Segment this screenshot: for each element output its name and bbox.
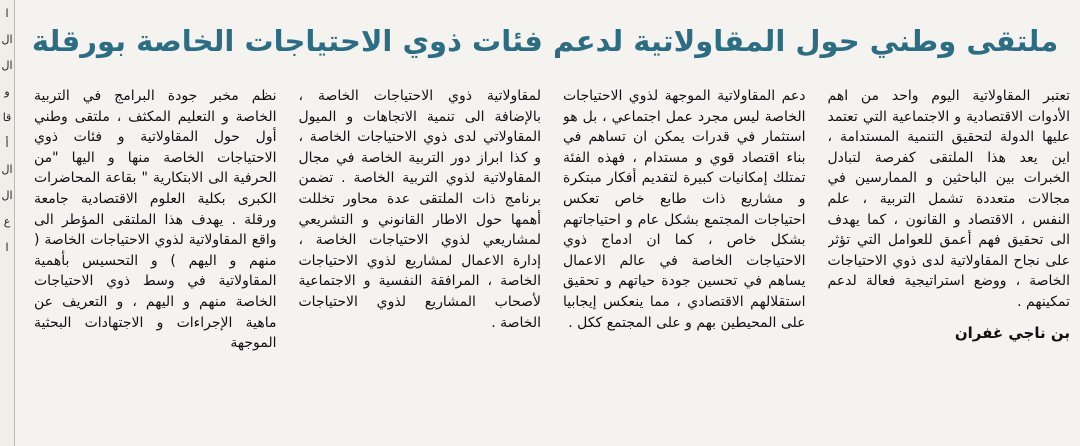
edge-fragment: أ	[5, 137, 9, 150]
edge-fragment: قا	[2, 111, 12, 124]
article-column-3	[563, 86, 806, 438]
author-byline: بن ناجي غفران	[954, 323, 1070, 342]
article-headline-bar	[20, 2, 1070, 80]
edge-fragment: ال	[1, 189, 13, 202]
article-column-1	[34, 86, 277, 438]
column-text: تعتبر المقاولاتية اليوم واحد من اهم الأدوات الاقتصادية و الاجتماعية التي تعتمد عليها الدولة لتحقيق التنمية المستدامة ، اين يعد هذا الملتقى كفرصة لتبادل الخبرات بين الباحثين و الممارسين في مجالات متعددة تشمل التربية ، علم النفس ، الاقتصاد و القانون ، كما يهدف الى تحقيق فهم أعمق للعوامل التي تؤثر على نجاح المقاولاتية لدى ذوي الاحتياجات الخاصة ، ووضع استراتيجية فعالة لدعم تمكينهم .	[827, 88, 1070, 310]
edge-fragment: ا	[5, 7, 9, 20]
column-text: نظم مخبر جودة البرامج في التربية الخاصة و التعليم المكثف ، ملتقى وطني أول حول المقاولاتية و فئات ذوي الاحتياجات الخاصة منها و اليها "من الحرفية الى الابتكارية " بقاعة المحاضرات الكبرى بكلية العلوم الاقتصادية جامعة ورقلة . يهدف هذا الملتقى المؤطر الى واقع المقاولاتية لذوي الاحتياجات الخاصة ( منهم و اليهم ) و التحسيس بأهمية المقاولاتية في وسط ذوي الاحتياجات الخاصة منهم و اليهم ، و التعريف عن ماهية الإجراءات و الاجتهادات البحثية الموجهة	[34, 88, 277, 352]
article-column-2	[299, 86, 542, 438]
edge-fragment: ال	[1, 163, 13, 176]
edge-fragment: ال	[1, 59, 13, 72]
edge-fragment: ا	[5, 241, 9, 254]
article-column-4	[828, 86, 1071, 438]
column-text: لمقاولاتية ذوي الاحتياجات الخاصة ، بالإضافة الى تنمية الاتجاهات و الميول المقاولاتي لدى ذوي الاحتياجات الخاصة ، و كذا ابراز دور التربية الخاصة في مجال المقاولاتية لذوي التربية الخاصة . تضمن برنامج ذات الملتقى عدة محاور تخللت أهمها حول الاطار القانوني و التشريعي لمشاريعي لذوي الاحتياجات الخاصة ، إدارة الاعمال لمشاريع لذوي الاحتياجات الخاصة ، المرافقة النفسية و الاجتماعية لأصحاب المشاريع لذوي الاحتياجات الخاصة .	[298, 88, 541, 331]
column-text: دعم المقاولاتية الموجهة لذوي الاحتياجات الخاصة ليس مجرد عمل اجتماعي ، بل هو استثمار في قدرات يمكن ان تساهم في بناء اقتصاد قوي و مستدام ، فهذه الفئة تمتلك إمكانيات كبيرة لتقديم أفكار مبتكرة و مشاريع ذات طابع خاص تعكس احتياجات المجتمع بشكل عام و احتياجاتهم بشكل خاص ، كما ان ادماج ذوي الاحتياجات الخاصة في عالم الاعمال يساهم في تحسين جودة حياتهم و تحقيق استقلالهم الاقتصادي ، مما ينعكس إيجابيا على المحيطين بهم و على المجتمع ككل .	[563, 88, 806, 331]
edge-fragment: ع	[3, 215, 11, 228]
previous-article-edge	[0, 0, 15, 446]
article-body	[34, 86, 1070, 438]
edge-fragment: ال	[1, 33, 13, 46]
edge-fragment: و	[4, 85, 10, 98]
article-headline: ملتقى وطني حول المقاولاتية لدعم فئات ذوي الاحتياجات الخاصة بورقلة	[31, 23, 1059, 58]
